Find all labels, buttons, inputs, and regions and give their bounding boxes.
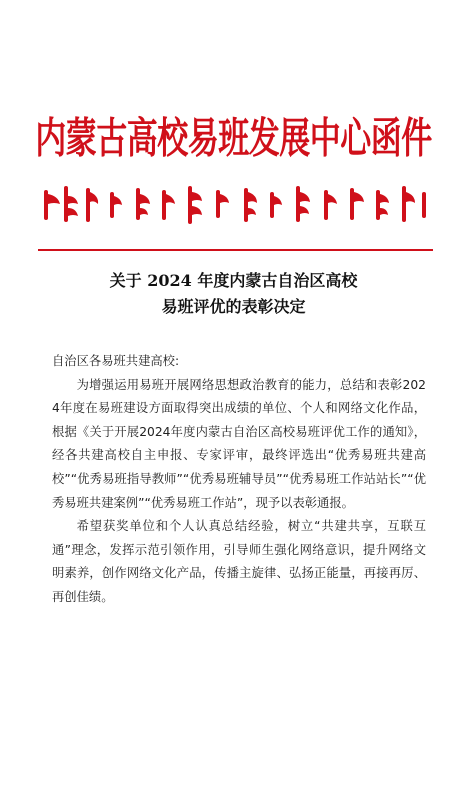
document-title-line-1: 关于 2024 年度内蒙古自治区高校 [109,271,358,290]
document-title [0,268,467,320]
letterhead [0,112,467,164]
document-title-line-2: 易班评优的表彰决定 [161,297,306,316]
mongolian-script-graphic [38,182,433,228]
letterhead-divider [38,249,433,251]
salutation: 自治区各易班共建高校: [52,354,180,368]
paragraph-2: 希望获奖单位和个人认真总结经验，树立“共建共享，互联互通”理念，发挥示范引领作用，引导师生强化网络意识，提升网络文明素养，创作网络文化产品，传播主旋律、弘扬正能量，再接再厉、再创佳绩。 [52,519,426,604]
paragraph-1: 为增强运用易班开展网络思想政治教育的能力，总结和表彰2024年度在易班建设方面取得突出成绩的单位、个人和网络文化作品，根据《关于开展2024年度内蒙古自治区高校易班评优工作的通知》，经各共建高校自主申报、专家评审，最终评选出“优秀易班共建高校”“优秀易班指导教师”“优秀易班辅导员”“优秀易班工作站站长”“优秀易班共建案例”“优秀易班工作站”，现予以表彰通报。 [52,377,426,510]
letterhead-title: 内蒙古高校易班发展中心函件 [35,114,432,164]
document-body [52,350,426,610]
mongolian-script-title [38,182,433,228]
